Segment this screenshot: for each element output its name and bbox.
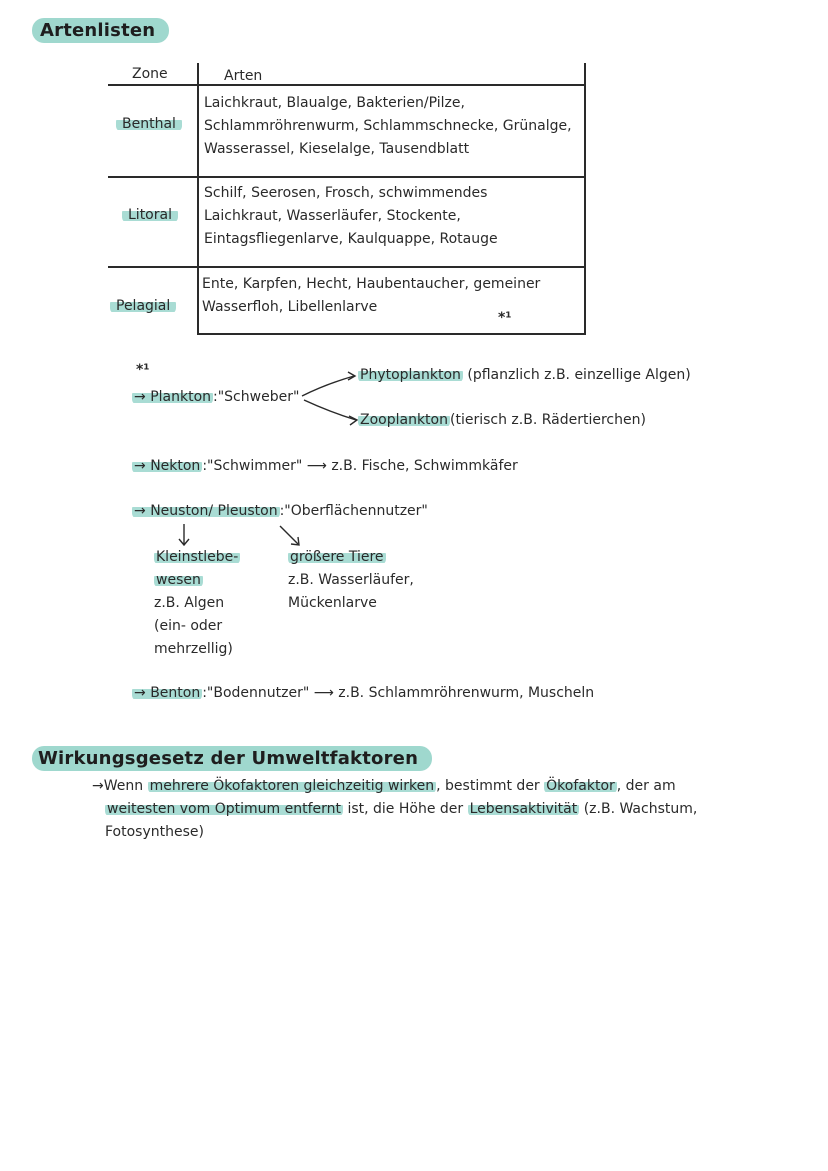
table-row-divider-2 [108,266,586,268]
species-line: Schlammröhrenwurm, Schlammschnecke, Grünalge, [204,118,572,134]
neuston-line [132,503,428,519]
paragraph-line-1: →Wenn mehrere Ökofaktoren gleichzeitig wirken , bestimmt der Ökofaktor , der am [92,778,676,794]
species-line: Ente, Karpfen, Hecht, Haubentaucher, gemeiner [202,276,541,292]
table-row [204,182,498,251]
footnote-reference: *¹ [136,362,150,378]
benton-line [132,685,594,701]
highlight-optimum: weitesten vom Optimum entfernt [107,801,341,817]
small-organisms-term: Kleinstlebe- [156,549,239,565]
plankton-desc: :"Schweber" [213,389,300,405]
phytoplankton-term: Phytoplankton [360,367,461,383]
arrow-bullet: → Plankton [134,389,212,405]
nekton-line [132,458,518,474]
table-row [204,92,572,161]
zooplankton-desc: (tierisch z.B. Rädertierchen) [450,412,646,428]
species-table [0,0,828,340]
footnote-marker: *¹ [498,310,512,326]
artenlisten-title: Artenlisten [40,20,156,41]
small-organisms-term-cont: wesen [156,572,201,588]
table-row-divider-1 [108,176,586,178]
highlight-multiple-factors: mehrere Ökofaktoren gleichzeitig wirken [149,778,435,794]
arrow-bullet: → Nekton [134,458,201,474]
neuston-desc: :"Oberflächennutzer" [279,503,428,519]
large-animals-term: größere Tiere [290,549,384,565]
phytoplankton-desc: (pflanzlich z.B. einzellige Algen) [462,367,691,383]
zooplankton-term: Zooplankton [360,412,448,428]
highlight-oekofaktor: Ökofaktor [546,778,615,794]
phytoplankton-line [358,367,691,383]
wirkungsgesetz-title: Wirkungsgesetz der Umweltfaktoren [38,748,419,769]
wirkungsgesetz-text [92,775,792,844]
paragraph-line-3: Fotosynthese) [105,824,204,840]
column-header-zone: Zone [132,66,168,82]
list-item: z.B. Algen [154,595,225,611]
zone-benthal: Benthal [116,116,182,132]
table-bottom-line [198,333,586,335]
zone-litoral: Litoral [122,207,178,223]
nekton-term: Nekton [150,458,201,474]
species-line: Wasserassel, Kieselalge, Tausendblatt [204,141,470,157]
table-header-line [108,84,586,86]
column-header-arten: Arten [224,68,263,84]
zone-pelagial: Pelagial [110,298,176,314]
species-line: Schilf, Seerosen, Frosch, schwimmendes [204,185,488,201]
benton-term: Benton [150,685,201,701]
large-animals-block [288,546,414,615]
arrow-bullet: → Benton [134,685,201,701]
species-line: Eintagsfliegenlarve, Kaulquappe, Rotauge [204,231,498,247]
arrow-bullet: → Neuston/ Pleuston [134,503,278,519]
list-item: (ein- oder [154,618,223,634]
neuston-term: Neuston/ Pleuston [150,503,278,519]
list-item: mehrzellig) [154,641,233,657]
species-line: Laichkraut, Blaualge, Bakterien/Pilze, [204,95,465,111]
benton-desc: :"Bodennutzer" ⟶ z.B. Schlammröhrenwurm, Muscheln [202,685,595,701]
list-item: Mückenlarve [288,595,377,611]
section-title-wirkungsgesetz [32,746,432,771]
species-line: Laichkraut, Wasserläufer, Stockente, [204,208,461,224]
small-organisms-block [154,546,240,661]
branch-arrows [296,368,366,428]
plankton-line [132,389,299,405]
arrow-bullet: → [92,778,104,794]
table-right-border [584,63,586,335]
plankton-term: Plankton [150,389,212,405]
nekton-desc: :"Schwimmer" ⟶ z.B. Fische, Schwimmkäfer [202,458,518,474]
species-line: Wasserfloh, Libellenlarve [202,299,378,315]
table-column-divider [197,63,199,335]
paragraph-line-2: weitesten vom Optimum entfernt ist, die Höhe der Lebensaktivität (z.B. Wachstum, [107,801,698,817]
zooplankton-line [358,412,646,428]
list-item: z.B. Wasserläufer, [288,572,414,588]
highlight-lebensaktivitaet: Lebensaktivität [469,801,578,817]
table-row [202,273,540,319]
